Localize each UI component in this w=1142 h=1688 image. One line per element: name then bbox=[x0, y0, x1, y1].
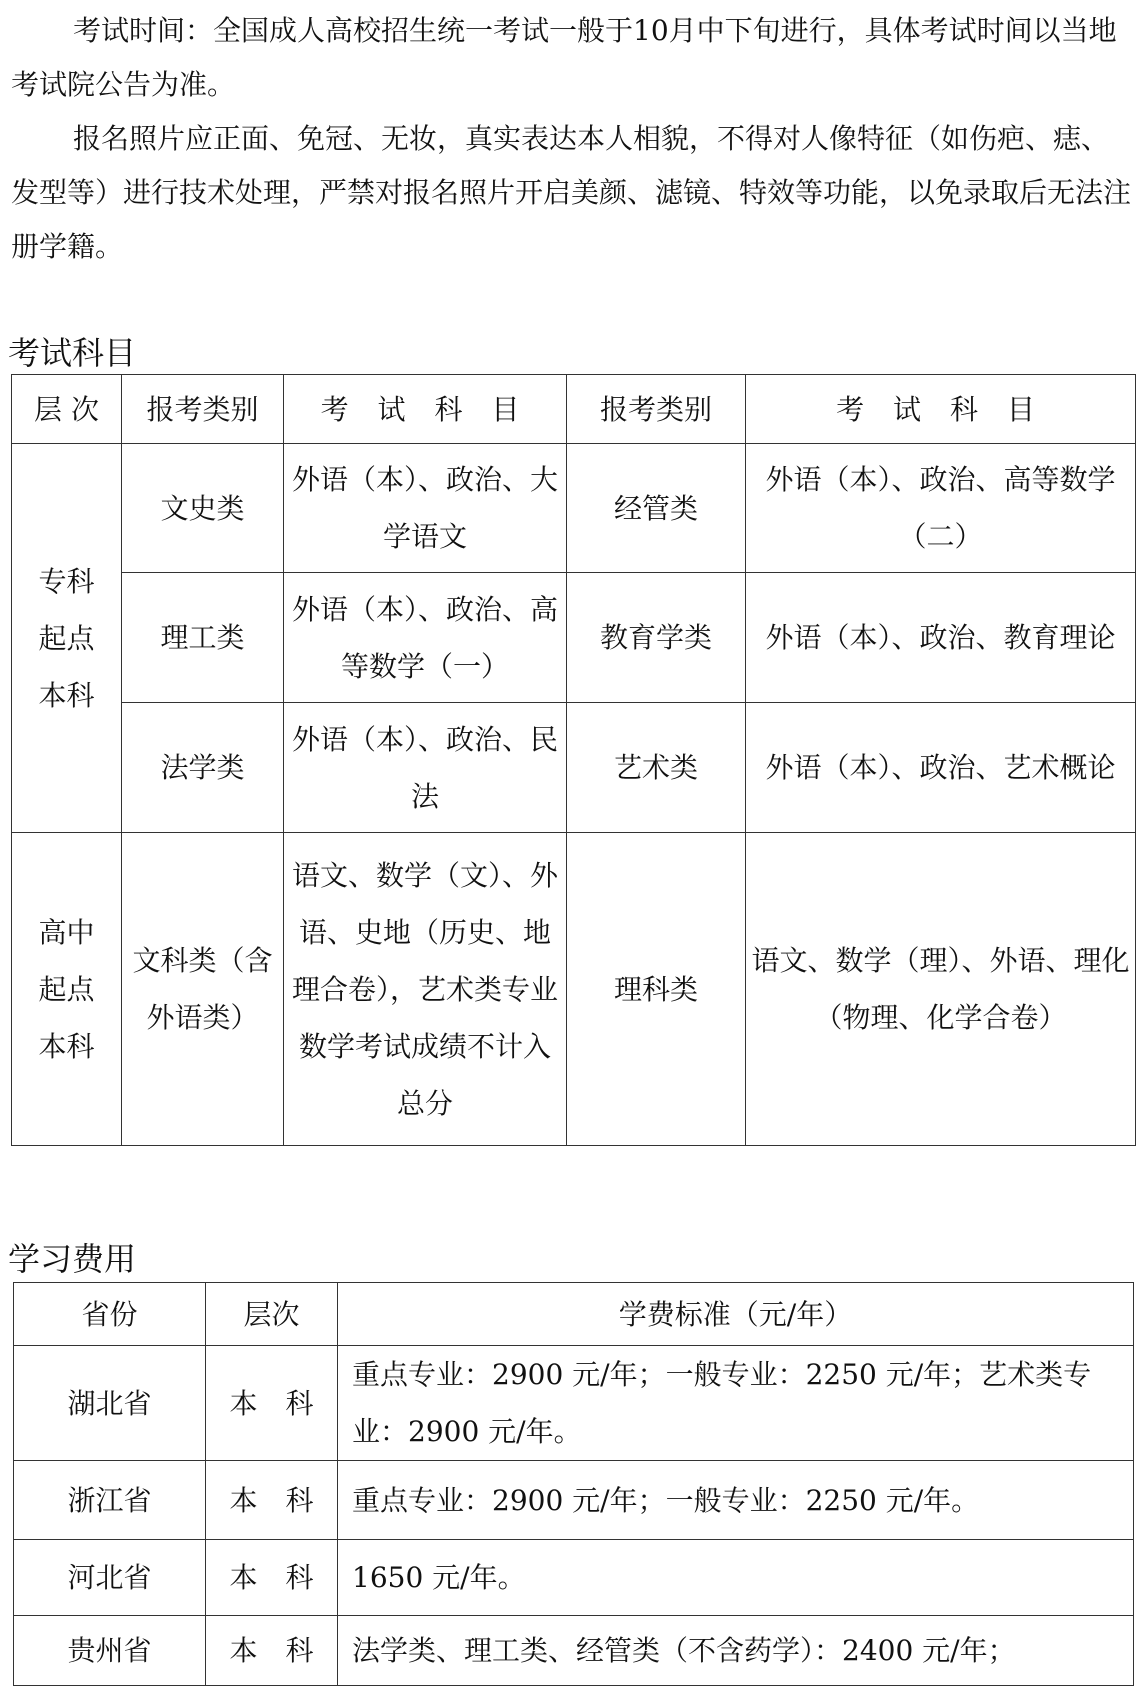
level-cell: 专科起点本科 bbox=[12, 444, 122, 833]
exam-subjects-heading: 考试科目 bbox=[8, 334, 137, 372]
exam-time-paragraph: 考试时间：全国成人高校招生统一考试一般于10月中下旬进行，具体考试时间以当地考试院公告为准。 bbox=[11, 14, 1117, 101]
table-row bbox=[14, 1540, 1134, 1616]
table-row bbox=[14, 1346, 1134, 1461]
fees-heading: 学习费用 bbox=[8, 1240, 137, 1278]
header-cell: 省份 bbox=[14, 1283, 206, 1346]
cell: 文科类（含外语类） bbox=[122, 833, 284, 1146]
table-row bbox=[12, 444, 1136, 573]
header-cell: 考 试 科 目 bbox=[284, 375, 567, 444]
photo-paragraph: 报名照片应正面、免冠、无妆，真实表达本人相貌，不得对人像特征（如伤疤、痣、发型等）进行技术处理，严禁对报名照片开启美颜、滤镜、特效等功能，以免录取后无法注册学籍。 bbox=[11, 122, 1132, 263]
cell: 语文、数学（文）、外语、史地（历史、地理合卷），艺术类专业数学考试成绩不计入总分 bbox=[284, 833, 567, 1146]
cell: 文史类 bbox=[122, 444, 284, 573]
fees-table bbox=[13, 1282, 1134, 1686]
cell: 法学类 bbox=[122, 703, 284, 833]
header-cell: 层次 bbox=[206, 1283, 338, 1346]
cell: 外语（本）、政治、高等数学（二） bbox=[746, 444, 1136, 573]
fee-cell: 重点专业：2900 元/年；一般专业：2250 元/年；艺术类专业：2900 元/年。 bbox=[338, 1346, 1134, 1461]
province-cell: 浙江省 bbox=[14, 1461, 206, 1540]
header-cell: 学费标准（元/年） bbox=[338, 1283, 1134, 1346]
table-header-row bbox=[14, 1283, 1134, 1346]
fee-cell: 重点专业：2900 元/年；一般专业：2250 元/年。 bbox=[338, 1461, 1134, 1540]
exam-subjects-table bbox=[11, 374, 1136, 1146]
table-row bbox=[14, 1616, 1134, 1686]
cell: 外语（本）、政治、教育理论 bbox=[746, 573, 1136, 703]
cell: 艺术类 bbox=[567, 703, 746, 833]
province-cell: 河北省 bbox=[14, 1540, 206, 1616]
level-cell: 本 科 bbox=[206, 1461, 338, 1540]
cell: 外语（本）、政治、民法 bbox=[284, 703, 567, 833]
level-cell: 本 科 bbox=[206, 1616, 338, 1686]
cell: 教育学类 bbox=[567, 573, 746, 703]
header-cell: 层 次 bbox=[12, 375, 122, 444]
header-cell: 报考类别 bbox=[122, 375, 284, 444]
header-cell: 考 试 科 目 bbox=[746, 375, 1136, 444]
table-row bbox=[12, 703, 1136, 833]
cell: 外语（本）、政治、艺术概论 bbox=[746, 703, 1136, 833]
level-cell: 本 科 bbox=[206, 1346, 338, 1461]
table-header-row bbox=[12, 375, 1136, 444]
table-row bbox=[14, 1461, 1134, 1540]
intro-text bbox=[11, 4, 1131, 274]
province-cell: 湖北省 bbox=[14, 1346, 206, 1461]
header-cell: 报考类别 bbox=[567, 375, 746, 444]
table-row bbox=[12, 573, 1136, 703]
fee-cell: 1650 元/年。 bbox=[338, 1540, 1134, 1616]
level-cell: 高中起点本科 bbox=[12, 833, 122, 1146]
province-cell: 贵州省 bbox=[14, 1616, 206, 1686]
table-row bbox=[12, 833, 1136, 1146]
cell: 外语（本）、政治、高等数学（一） bbox=[284, 573, 567, 703]
cell: 外语（本）、政治、大学语文 bbox=[284, 444, 567, 573]
fee-cell: 法学类、理工类、经管类（不含药学）：2400 元/年； bbox=[338, 1616, 1134, 1686]
cell: 经管类 bbox=[567, 444, 746, 573]
cell: 理工类 bbox=[122, 573, 284, 703]
cell: 理科类 bbox=[567, 833, 746, 1146]
level-cell: 本 科 bbox=[206, 1540, 338, 1616]
cell: 语文、数学（理）、外语、理化（物理、化学合卷） bbox=[746, 833, 1136, 1146]
